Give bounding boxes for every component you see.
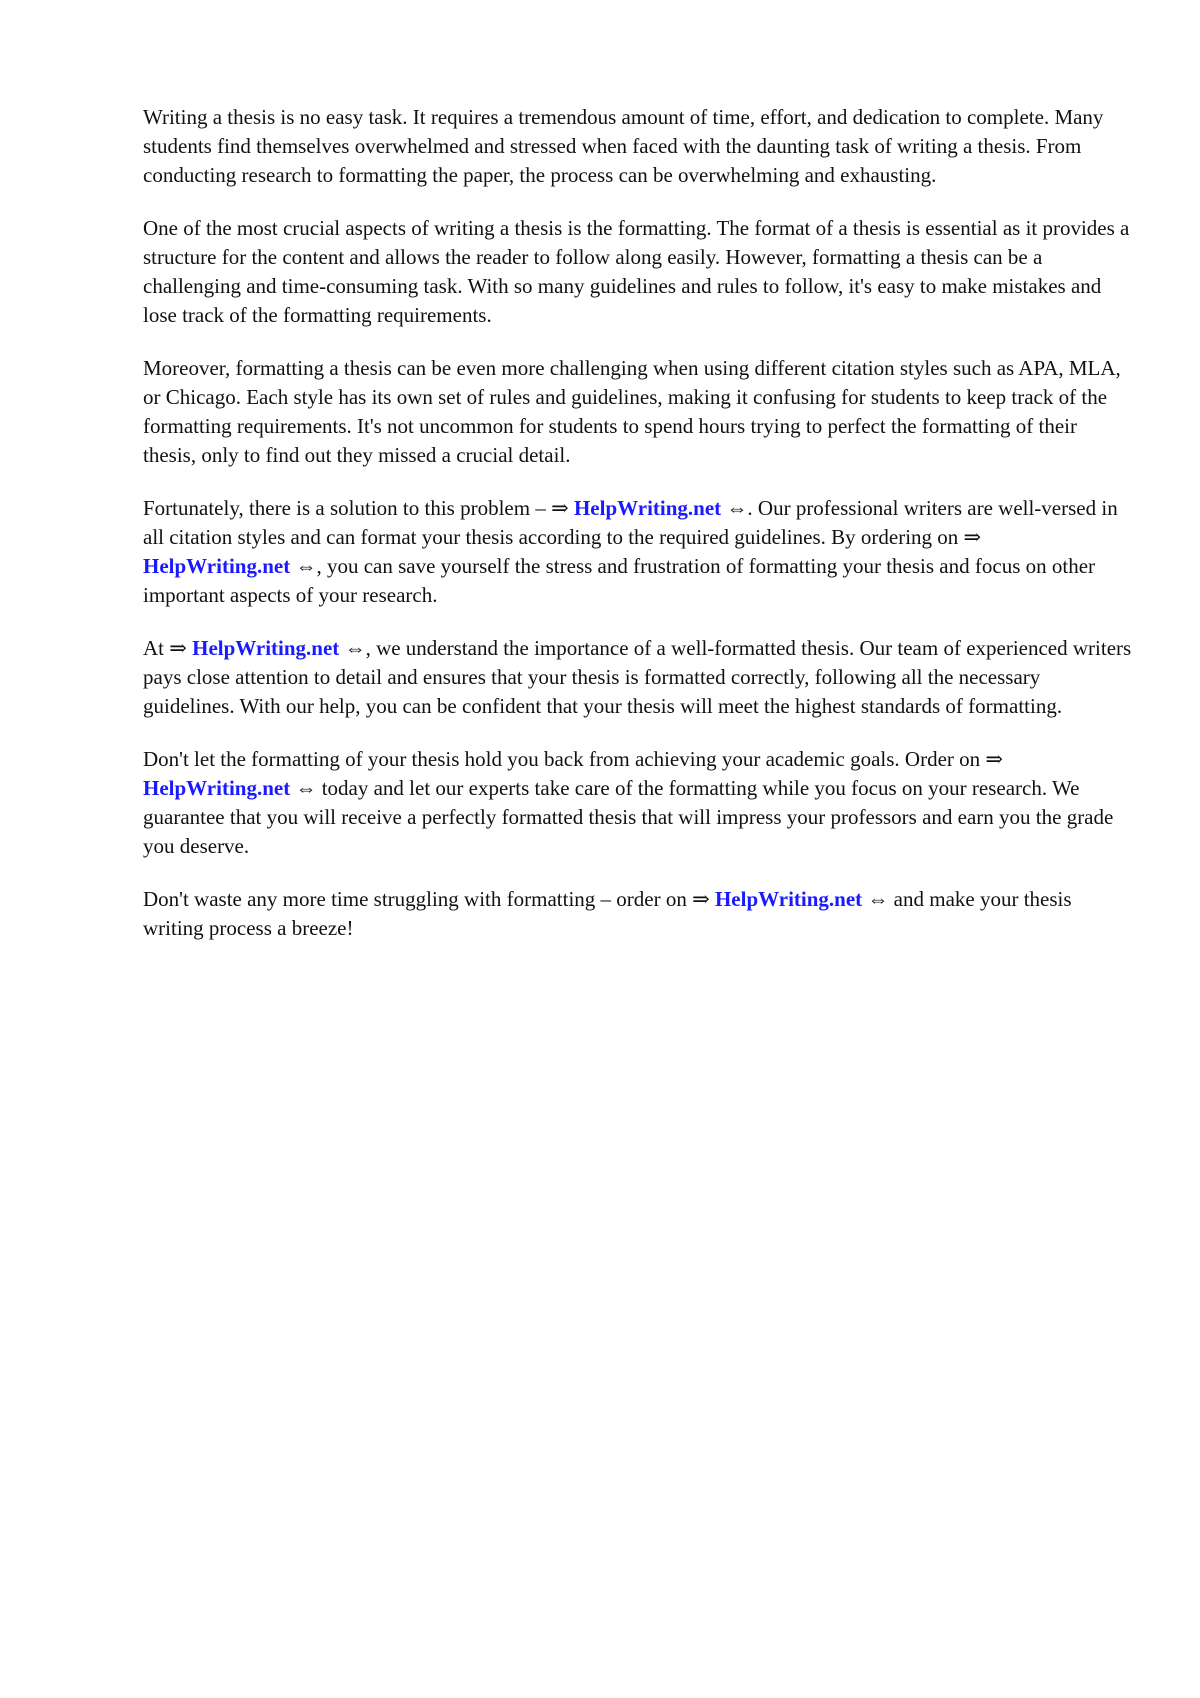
paragraph-closing: [143, 885, 1133, 943]
paragraph-solution: [143, 494, 1133, 610]
helpwriting-link[interactable]: HelpWriting.net: [573, 496, 722, 520]
paragraph-text: Don't waste any more time struggling with formatting – order on: [143, 887, 693, 911]
paragraph-text: Moreover, formatting a thesis can be even more challenging when using different citation styles such as APA, MLA, or Chicago. Each style has its own set of rules and guidelines, making it confusing for students to keep track of the formatting requirements. It's not uncommon for students to spend hours trying to perfect the formatting of their thesis, only to find out they missed a crucial detail.: [143, 356, 1121, 467]
paragraph-citation-styles: [143, 354, 1133, 470]
right-arrow-icon: ⇒: [985, 747, 1003, 771]
paragraph-order-today: [143, 745, 1133, 861]
helpwriting-link[interactable]: HelpWriting.net: [143, 776, 291, 800]
paragraph-text: and make your thesis writing process a breeze!: [143, 887, 1072, 940]
helpwriting-link[interactable]: HelpWriting.net: [143, 554, 291, 578]
paragraph-text: Writing a thesis is no easy task. It requires a tremendous amount of time, effort, and dedication to complete. Many students find themselves overwhelmed and stressed when faced with the daunting task of writing a thesis. From conducting research to formatting the paper, the process can be overwhelming and exhausting.: [143, 105, 1104, 187]
paragraph-text: , we understand the importance of a well-formatted thesis. Our team of experienced writers pays close attention to detail and ensures that your thesis is formatted correctly, following all the necessary guidelines. With our help, you can be confident that your thesis will meet the highest standards of formatting.: [143, 636, 1132, 718]
paragraph-text: At: [143, 636, 170, 660]
paragraph-understanding: [143, 634, 1133, 721]
double-arrow-icon: ⇔: [867, 887, 889, 911]
paragraph-formatting-importance: [143, 214, 1133, 330]
double-arrow-icon: ⇔: [344, 636, 366, 660]
paragraph-intro: [143, 103, 1133, 190]
paragraph-text: today and let our experts take care of the formatting while you focus on your research. We guarantee that you will receive a perfectly formatted thesis that will impress your professors and earn you the grade you deserve.: [143, 776, 1114, 858]
paragraph-text: One of the most crucial aspects of writing a thesis is the formatting. The format of a thesis is essential as it provides a structure for the content and allows the reader to follow along easily. However, formatting a thesis can be a challenging and time-consuming task. With so many guidelines and rules to follow, it's easy to make mistakes and lose track of the formatting requirements.: [143, 216, 1130, 327]
double-arrow-icon: ⇔: [726, 496, 748, 520]
helpwriting-link[interactable]: HelpWriting.net: [192, 636, 340, 660]
paragraph-text: Fortunately, there is a solution to this problem –: [143, 496, 552, 520]
paragraph-text: Don't let the formatting of your thesis hold you back from achieving your academic goals. Order on: [143, 747, 986, 771]
right-arrow-icon: ⇒: [963, 525, 982, 549]
document-body: [143, 103, 1133, 967]
paragraph-text: . Our professional writers are well-versed in all citation styles and can format your thesis according to the required guidelines. By ordering on: [143, 496, 1118, 549]
helpwriting-link[interactable]: HelpWriting.net: [714, 887, 863, 911]
right-arrow-icon: ⇒: [169, 636, 187, 660]
paragraph-text: , you can save yourself the stress and frustration of formatting your thesis and focus on other important aspects of your research.: [143, 554, 1096, 607]
right-arrow-icon: ⇒: [551, 496, 569, 520]
right-arrow-icon: ⇒: [692, 887, 710, 911]
double-arrow-icon: ⇔: [295, 554, 317, 578]
double-arrow-icon: ⇔: [295, 776, 317, 800]
